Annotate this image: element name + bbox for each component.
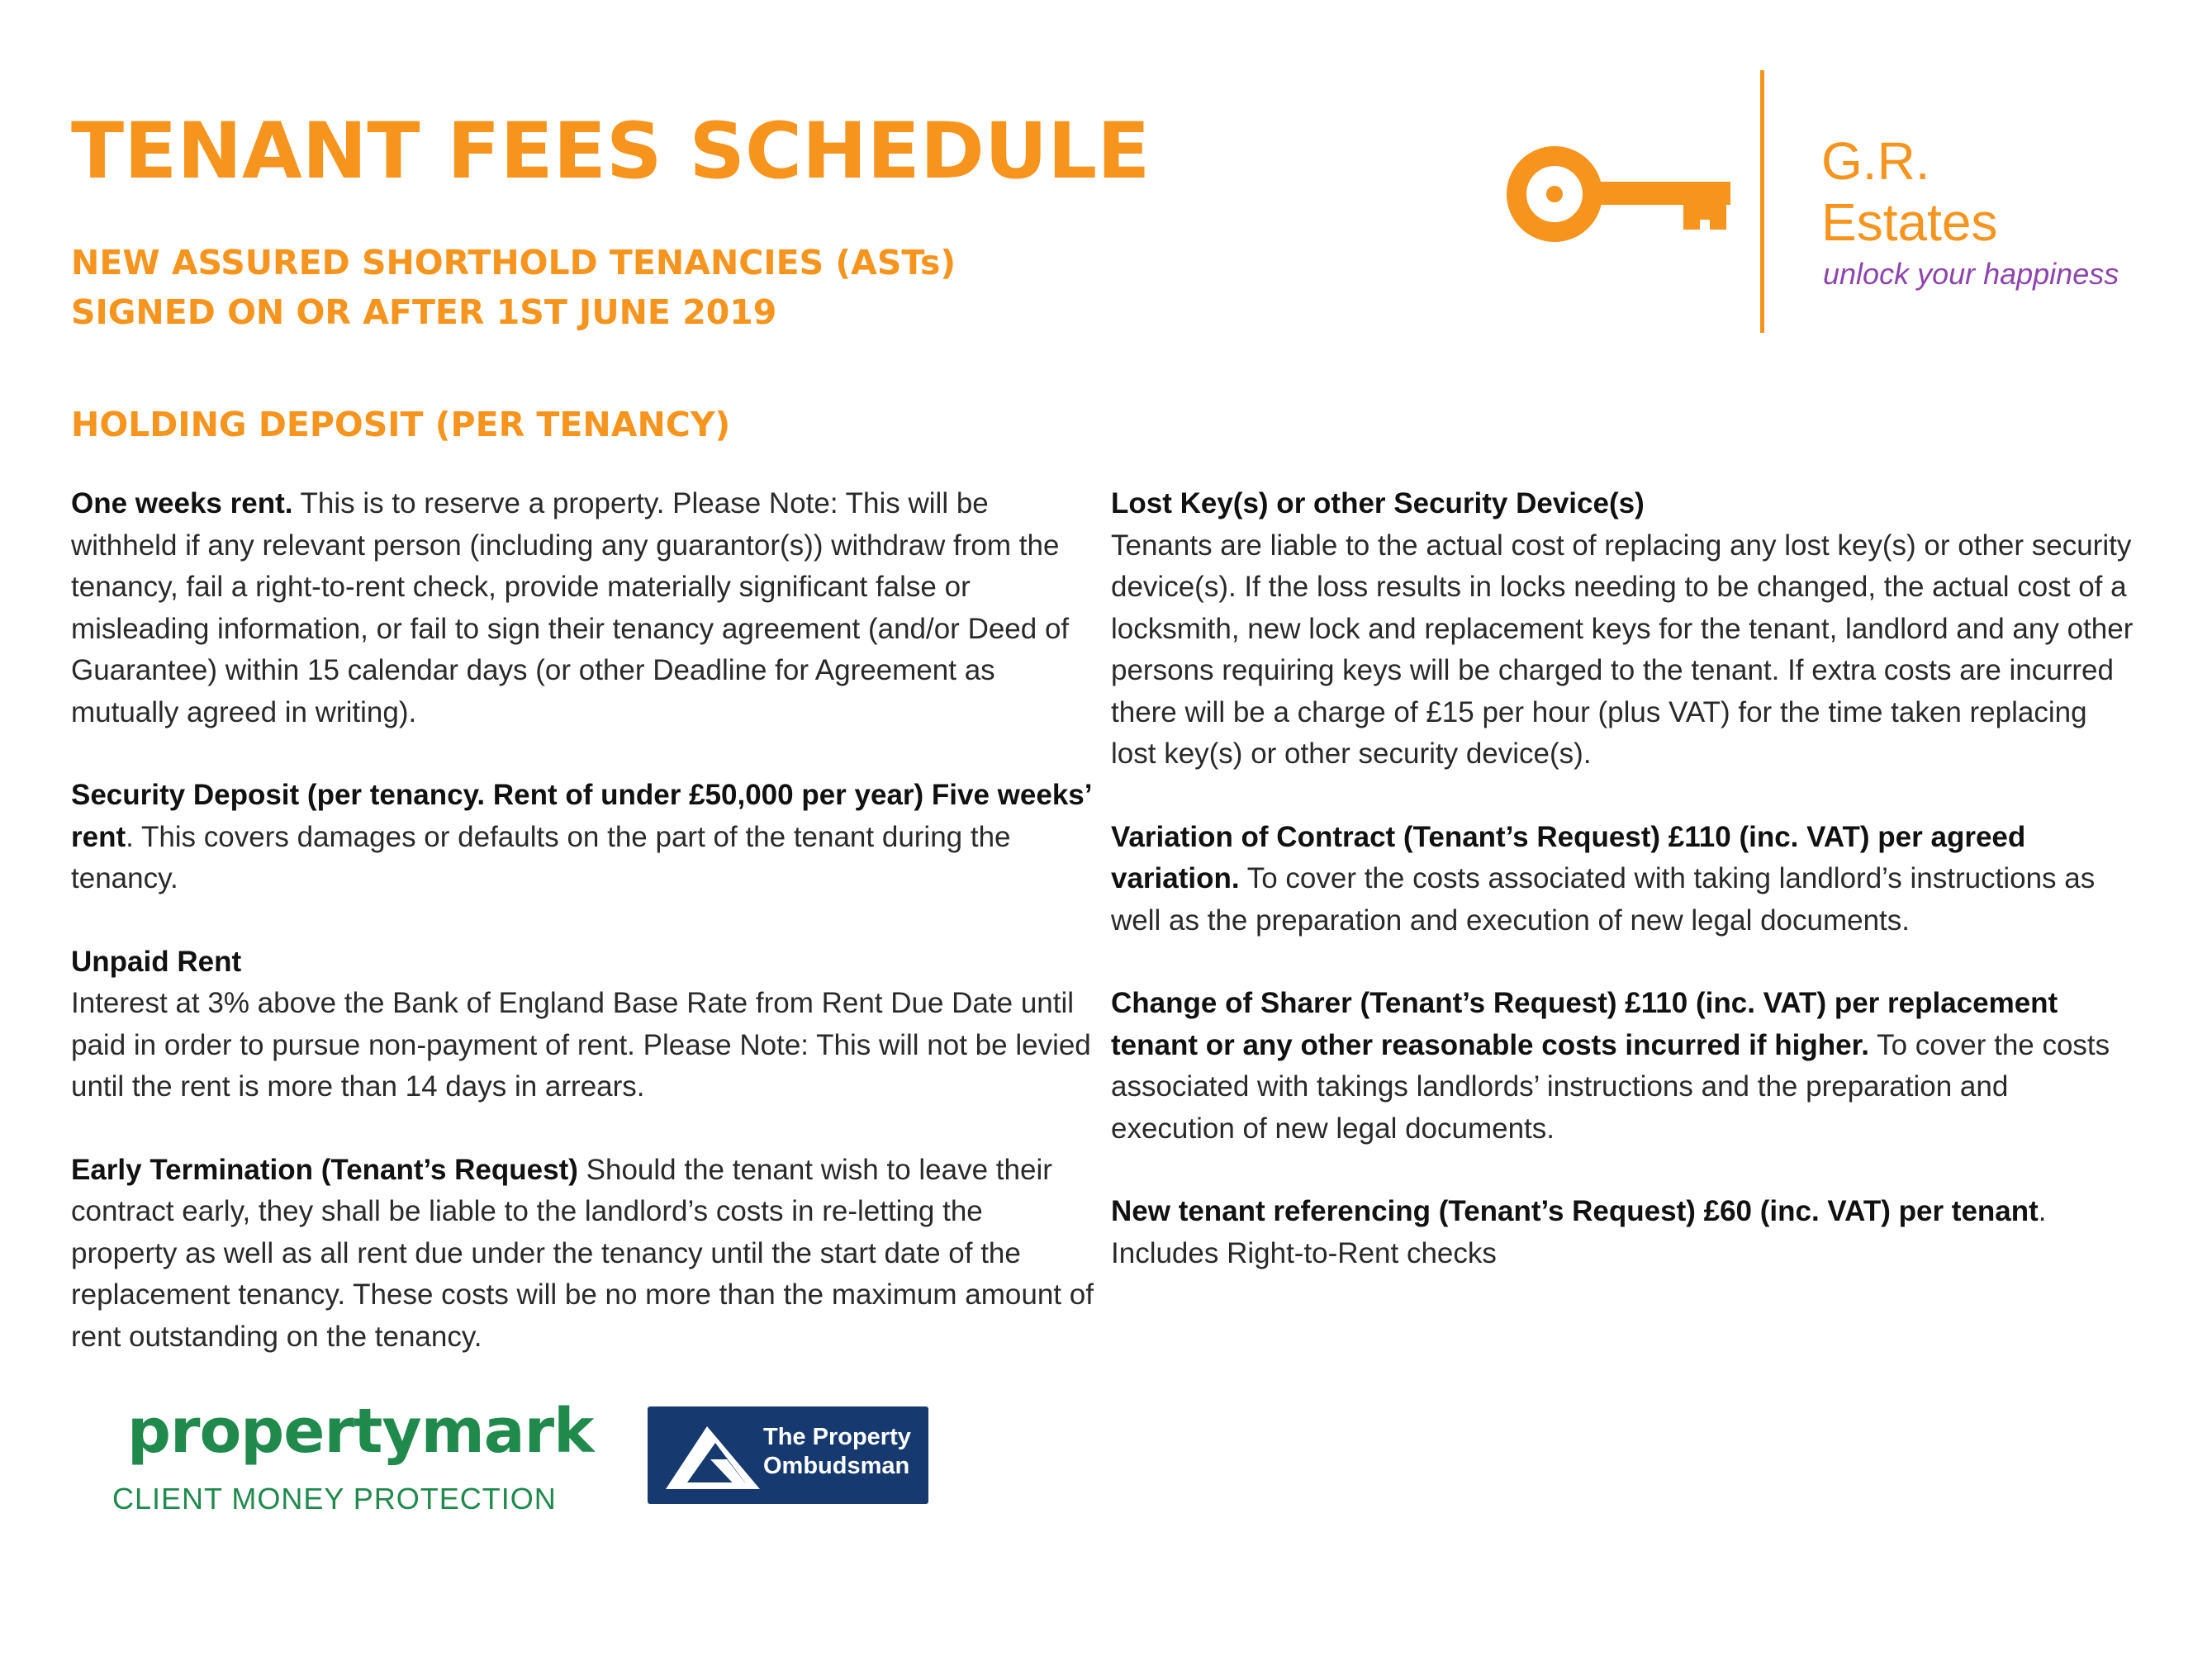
unpaid-rent-paragraph	[71, 942, 1095, 1108]
holding-deposit-paragraph	[71, 483, 1095, 733]
propertymark-wordmark: propertymark	[127, 1396, 594, 1467]
security-deposit-paragraph	[71, 775, 1095, 900]
paragraph-body: To cover the costs associated with taking landlord’s instructions as well as the preparation and execution of new legal documents.	[1111, 862, 2096, 937]
paragraph-lead: One weeks rent.	[71, 487, 293, 519]
variation-of-contract-paragraph	[1111, 817, 2135, 942]
paragraph-lead: Variation of Contract (Tenant’s Request) £110 (inc. VAT) per agreed variation.	[1111, 820, 2026, 894]
tenant-referencing-paragraph	[1111, 1191, 2135, 1274]
section-heading: HOLDING DEPOSIT (PER TENANCY)	[71, 405, 731, 444]
property-ombudsman-logo	[648, 1406, 928, 1504]
paragraph-lead: Unpaid Rent	[71, 945, 242, 978]
ombudsman-line-2: Ombudsman	[763, 1453, 910, 1479]
lost-keys-paragraph	[1111, 483, 2135, 776]
paragraph-body: Interest at 3% above the Bank of England Base Rate from Rent Due Date until paid in order to pursue non-payment of rent. Please Note: This will not be levied until the rent is more than 14 days in arrears.	[71, 987, 1091, 1103]
logo-divider	[1760, 70, 1764, 333]
client-money-protection-label: CLIENT MONEY PROTECTION	[112, 1482, 557, 1516]
ombudsman-label	[763, 1423, 911, 1481]
page-title: TENANT FEES SCHEDULE	[71, 107, 1151, 197]
paragraph-lead: Change of Sharer (Tenant’s Request) £110 (inc. VAT) per replacement tenant or any other reasonable costs incurred if higher.	[1111, 987, 2058, 1061]
paragraph-body: Should the tenant wish to leave their contract early, they shall be liable to the landlord’s costs in re-letting the property as well as all rent due under the tenancy until the start date of the replacement tenancy. These costs will be no more than the maximum amount of rent outstanding on the tenancy.	[71, 1153, 1094, 1353]
subtitle-line-2: SIGNED ON OR AFTER 1ST JUNE 2019	[71, 292, 777, 332]
early-termination-paragraph	[71, 1150, 1095, 1359]
logo-tagline: unlock your happiness	[1823, 257, 2119, 291]
propertymark-logo	[112, 1396, 594, 1528]
paragraph-lead: Security Deposit (per tenancy. Rent of under £50,000 per year) Five weeks’ rent	[71, 779, 1091, 853]
logo-name-line-1: G.R.	[1821, 131, 1930, 191]
logo-name-line-2: Estates	[1821, 192, 1998, 252]
subtitle-line-1: NEW ASSURED SHORTHOLD TENANCIES (ASTs)	[71, 243, 956, 282]
paragraph-lead: Lost Key(s) or other Security Device(s)	[1111, 487, 1645, 519]
left-column	[71, 483, 1095, 1399]
page-subtitle	[71, 238, 956, 337]
change-of-sharer-paragraph	[1111, 983, 2135, 1150]
paragraph-body: Tenants are liable to the actual cost of replacing any lost key(s) or other security device(s). If the loss results in locks needing to be changed, the actual cost of a locksmith, new lock and replacement keys for the tenant, landlord and any other persons requiring keys will be charged to the tenant. If extra costs are incurred there will be a charge of £15 per hour (plus VAT) for the time taken replacing lost key(s) or other security device(s).	[1111, 529, 2134, 770]
ombudsman-triangle-icon	[659, 1418, 767, 1494]
paragraph-lead: Early Termination (Tenant’s Request)	[71, 1153, 578, 1186]
right-column	[1111, 483, 2135, 1316]
paragraph-body: . This covers damages or defaults on the part of the tenant during the tenancy.	[71, 820, 1011, 894]
paragraph-body: This is to reserve a property. Please Note: This will be withheld if any relevant person (including any guarantor(s)) withdraw from the tenancy, fail a right-to-rent check, provide materially significant false or misleading information, or fail to sign their tenancy agreement (and/or Deed of Guarantee) within 15 calendar days (or other Deadline for Agreement as mutually agreed in writing).	[71, 487, 1070, 728]
logo-name	[1821, 130, 1997, 253]
paragraph-body: . Includes Right-to-Rent checks	[1111, 1195, 2047, 1269]
gr-estates-logo	[1495, 66, 2172, 339]
ombudsman-line-1: The Property	[763, 1424, 911, 1450]
key-icon	[1503, 140, 1735, 248]
paragraph-lead: New tenant referencing (Tenant’s Request) £60 (inc. VAT) per tenant	[1111, 1195, 2039, 1227]
paragraph-body: To cover the costs associated with takings landlords’ instructions and the preparation and execution of new legal documents.	[1111, 1028, 2110, 1145]
